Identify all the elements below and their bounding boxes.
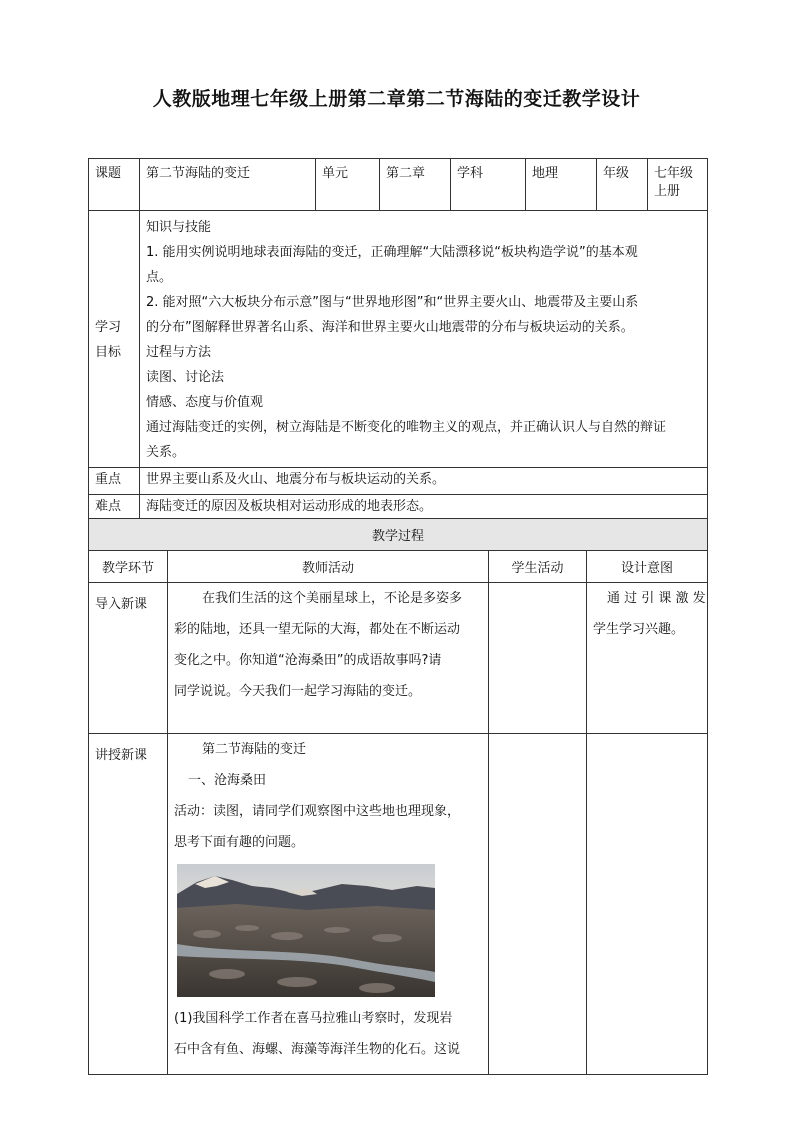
grade-value: 七年级 上册 [648, 159, 708, 211]
design-intent-intro: 通 过 引 课 激 发 学生学习兴趣。 [587, 583, 708, 734]
student-activity-lesson [489, 734, 587, 1075]
table-row [89, 734, 708, 1075]
topic-label: 课题 [89, 159, 140, 211]
unit-label: 单元 [316, 159, 380, 211]
process-header-row [89, 551, 708, 583]
teacher-activity-intro: 在我们生活的这个美丽星球上，不论是多姿多 彩的陆地，还具一望无际的大海，都处在不断运动 变化之中。你知道“沧海桑田”的成语故事吗?请 同学说说。今天我们一起学习海陆的变迁。 [168, 583, 489, 734]
stage-intro: 导入新课 [89, 583, 168, 734]
process-heading: 教学过程 [89, 519, 708, 551]
mountain-landscape-photo [177, 864, 435, 997]
subsection-title: 一、沧海桑田 [188, 773, 267, 788]
teacher-activity-lesson: 第二节海陆的变迁 一、沧海桑田 活动：读图，请同学们观察图中这些地也理现象， 思考下面有趣的问题。 (1)我国科学工作者在喜马拉雅山考察时，发现岩 石中含有鱼、海螺、海藻等海洋生物的化石。这说 [168, 734, 489, 1075]
subject-label: 学科 [451, 159, 526, 211]
column-header: 设计意图 [587, 551, 708, 583]
column-header: 教学环节 [89, 551, 168, 583]
difficult-point-text: 海陆变迁的原因及板块相对运动形成的地表形态。 [140, 495, 708, 522]
column-header: 学生活动 [489, 551, 587, 583]
section-title: 第二节海陆的变迁 [202, 742, 307, 757]
topic-value: 第二节海陆的变迁 [140, 159, 316, 211]
key-point-text: 世界主要山系及火山、地震分布与板块运动的关系。 [140, 468, 708, 495]
document-title: 人教版地理七年级上册第二章第二节海陆的变迁教学设计 [152, 88, 641, 110]
objectives-label: 学习 目标 [89, 211, 140, 468]
key-point-label: 重点 [89, 468, 140, 495]
student-activity-intro [489, 583, 587, 734]
unit-value: 第二章 [380, 159, 451, 211]
lesson-info-table [88, 158, 708, 522]
column-header: 教师活动 [168, 551, 489, 583]
objectives-content: 知识与技能 1. 能用实例说明地球表面海陆的变迁，正确理解“大陆漂移说“板块构造学说”的基本观 点。 2. 能对照“六大板块分布示意”图与“世界地形图”和“世界主要火山、地震带及主要山系 的分布”图解释世界著名山系、海洋和世界主要火山地震带的分布与板块运动的关系。 过程与方法 读图、讨论法 情感、态度与价值观 通过海陆变迁的实例，树立海陆是不断变化的唯物主义的观点，并正确认识人与自然的辩证 关系。 [140, 211, 708, 468]
subject-value: 地理 [526, 159, 597, 211]
teaching-process-table [88, 518, 708, 1075]
design-intent-lesson [587, 734, 708, 1075]
table-row [89, 583, 708, 734]
grade-label: 年级 [597, 159, 648, 211]
difficult-point-label: 难点 [89, 495, 140, 522]
stage-lesson: 讲授新课 [89, 734, 168, 1075]
